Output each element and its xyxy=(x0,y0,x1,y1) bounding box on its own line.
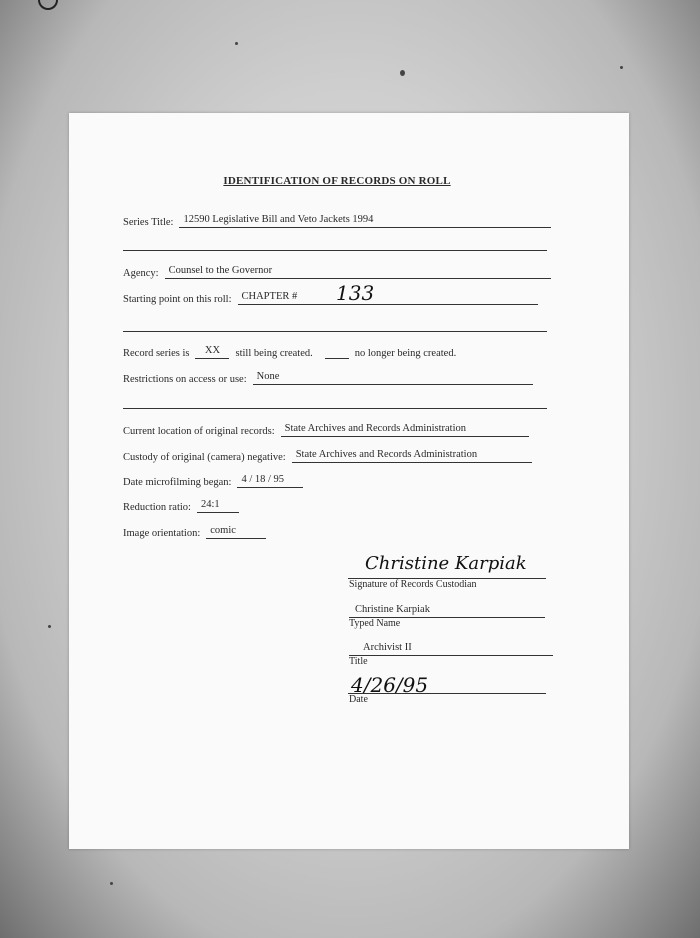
location-row xyxy=(123,423,529,437)
date-label: Date xyxy=(349,694,368,705)
title-label: Title xyxy=(349,656,368,667)
date-began-value: 4 / 18 / 95 xyxy=(237,474,303,488)
still-being-created-mark: XX xyxy=(195,345,229,359)
reduction-label: Reduction ratio: xyxy=(123,502,191,513)
custody-label: Custody of original (camera) negative: xyxy=(123,452,286,463)
dust-speck xyxy=(400,70,405,76)
reduction-row xyxy=(123,499,239,513)
location-value: State Archives and Records Administration xyxy=(281,423,529,437)
custody-row xyxy=(123,449,532,463)
date-began-label: Date microfilming began: xyxy=(123,477,232,488)
signature-label: Signature of Records Custodian xyxy=(349,579,477,590)
title-row xyxy=(349,642,553,656)
orientation-label: Image orientation: xyxy=(123,528,201,539)
form-heading: IDENTIFICATION OF RECORDS ON ROLL xyxy=(223,175,451,187)
no-longer-created-label: no longer being created. xyxy=(354,348,457,359)
custodian-signature: Christine Karpiak xyxy=(365,553,527,574)
location-label: Current location of original records: xyxy=(123,426,275,437)
date-line xyxy=(348,693,546,694)
starting-point-text: CHAPTER # xyxy=(241,291,298,302)
handwritten-date: 4/26/95 xyxy=(351,673,429,697)
restrictions-label: Restrictions on access or use: xyxy=(123,374,247,385)
reduction-value: 24:1 xyxy=(197,499,239,513)
typed-name-row xyxy=(349,604,545,618)
restrictions-value: None xyxy=(253,371,533,385)
starting-point-row xyxy=(123,291,538,305)
typed-name-value: Christine Karpiak xyxy=(349,604,545,618)
starting-point-continuation-line xyxy=(123,331,547,332)
handwritten-chapter-number: 133 xyxy=(336,281,375,305)
series-title-value: 12590 Legislative Bill and Veto Jackets 1994 xyxy=(179,214,551,228)
agency-row xyxy=(123,265,551,279)
starting-point-value xyxy=(238,291,538,305)
starting-point-label: Starting point on this roll: xyxy=(123,294,232,305)
restrictions-continuation-line xyxy=(123,408,547,409)
record-series-label: Record series is xyxy=(123,348,190,359)
custody-value: State Archives and Records Administration xyxy=(292,449,532,463)
series-title-label: Series Title: xyxy=(123,217,174,228)
date-began-row xyxy=(123,474,303,488)
dust-speck xyxy=(110,882,113,885)
title-value: Archivist II xyxy=(349,642,553,656)
dust-speck xyxy=(48,625,51,628)
agency-label: Agency: xyxy=(123,268,159,279)
still-being-created-label: still being created. xyxy=(235,348,313,359)
orientation-value: comic xyxy=(206,525,266,539)
no-longer-created-mark xyxy=(325,345,349,359)
dust-speck xyxy=(620,66,623,69)
dust-speck xyxy=(235,42,238,45)
agency-value: Counsel to the Governor xyxy=(165,265,551,279)
restrictions-row xyxy=(123,371,533,385)
record-series-row xyxy=(123,345,456,359)
form-page xyxy=(69,113,629,849)
series-title-row xyxy=(123,214,551,228)
orientation-row xyxy=(123,525,266,539)
typed-name-label: Typed Name xyxy=(349,618,401,629)
series-title-continuation-line xyxy=(123,250,547,251)
